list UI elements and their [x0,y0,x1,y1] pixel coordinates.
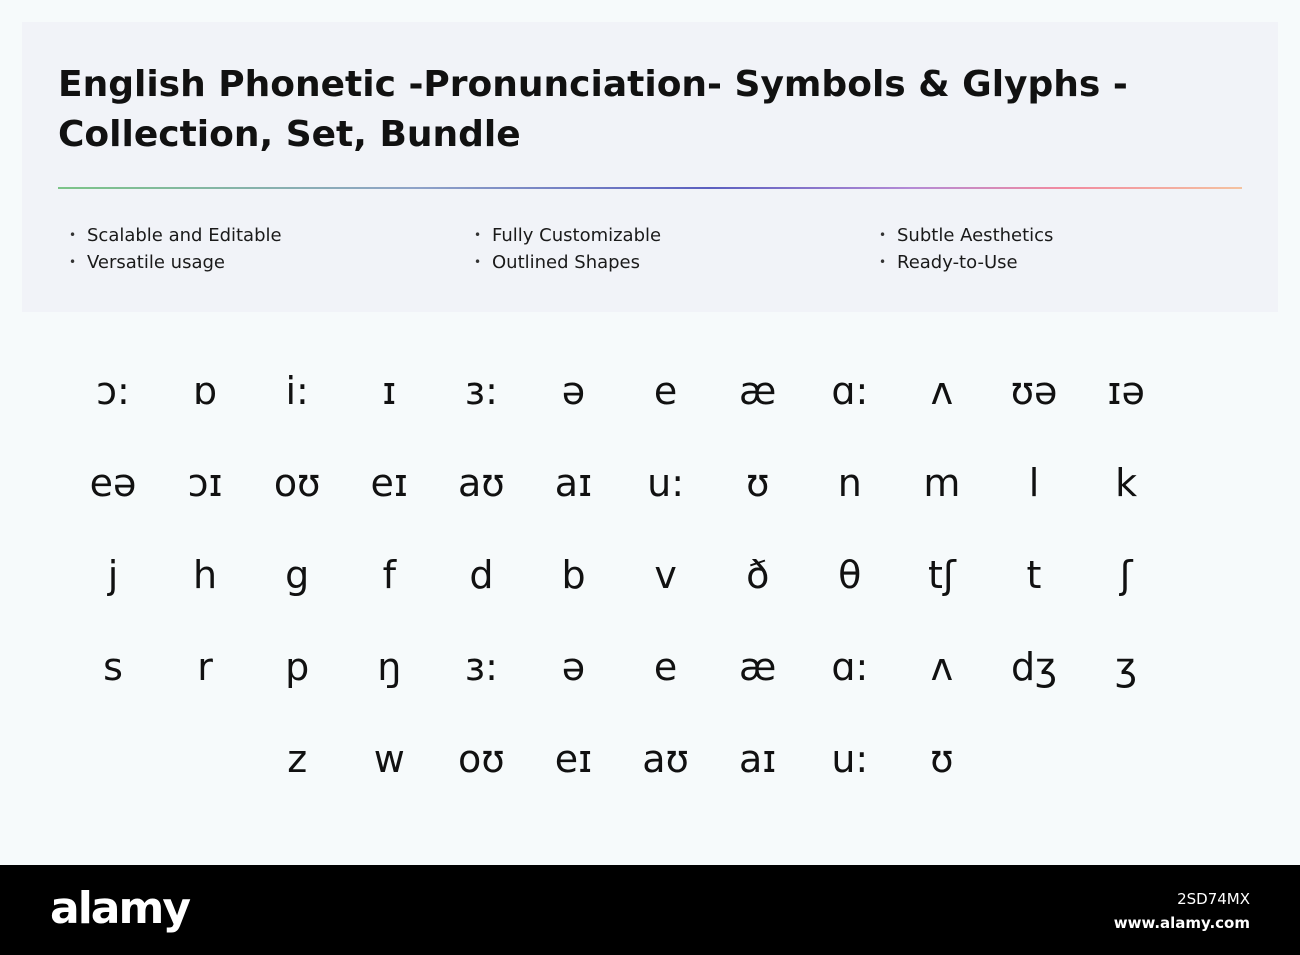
feature-column-2 [471,222,851,276]
phonetic-glyph: s [103,645,123,689]
feature-label: Subtle Aesthetics [897,225,1054,246]
title-line-1: English Phonetic -Pronunciation- Symbols & Glyphs - [58,64,1128,105]
feature-label: Versatile usage [87,252,225,273]
phonetic-glyph: aɪ [554,461,593,505]
phonetic-glyph: f [382,553,396,597]
phonetic-glyph: r [197,645,213,689]
phonetic-glyph: t [1026,553,1042,597]
phonetic-glyph: θ [838,553,862,597]
phonetic-glyph: ɜ: [464,645,498,689]
phonetic-glyph: tʃ [928,553,956,597]
feature-item [471,222,851,249]
phonetic-glyph: oʊ [273,461,321,505]
phonetic-glyph: i: [285,369,309,413]
phonetic-glyph: ʊ [930,737,954,781]
phonetic-glyph: ʌ [930,369,954,413]
page-title [58,60,1218,160]
phonetic-glyph: ʊə [1010,369,1058,413]
phonetic-glyph: b [561,553,586,597]
phonetic-glyph: ɑ: [831,369,869,413]
phonetic-glyph: j [107,553,119,597]
phonetic-glyph: aɪ [738,737,777,781]
bullet-icon: • [474,228,482,242]
feature-item [876,222,1256,249]
phonetic-glyph: ʊ [745,461,770,505]
phonetic-glyph: k [1115,461,1138,505]
phonetic-glyph: ɜ: [464,369,498,413]
gradient-divider [58,187,1242,189]
feature-column-1 [66,222,446,276]
feature-item [66,249,446,276]
feature-item [876,249,1256,276]
phonetic-glyph: e [653,645,678,689]
image-credit [1114,887,1250,935]
phonetic-glyph: aʊ [642,737,689,781]
footer-bar [0,865,1300,955]
phonetic-glyph: ɒ [193,369,218,413]
phonetic-glyph: æ [739,369,777,413]
phonetic-glyph: p [285,645,310,689]
phonetic-glyph: ə [561,645,586,689]
phonetic-glyph: h [193,553,218,597]
phonetic-glyph: ɪ [382,369,397,413]
phonetic-glyph: v [654,553,677,597]
site-url: www.alamy.com [1113,914,1250,932]
title-line-2: Collection, Set, Bundle [58,114,521,155]
phonetic-glyph: dʒ [1010,645,1058,689]
feature-list [66,222,1286,282]
bullet-icon: • [69,228,77,242]
phonetic-glyph: l [1028,461,1040,505]
phonetic-glyph: eə [89,461,137,505]
phonetic-glyph: æ [739,645,777,689]
phonetic-glyph: d [469,553,494,597]
phonetic-glyph: g [285,553,310,597]
phonetic-glyph: m [923,461,961,505]
feature-label: Fully Customizable [492,225,662,246]
feature-label: Ready-to-Use [897,252,1018,273]
bullet-icon: • [879,255,887,269]
phonetic-glyph: ʃ [1119,553,1133,597]
phonetic-glyph: n [837,461,862,505]
phonetic-glyph: ɑ: [831,645,869,689]
header-card [22,22,1278,312]
feature-column-3 [876,222,1256,276]
phonetic-glyph: ŋ [377,645,402,689]
phonetic-glyph: w [373,737,405,781]
image-id: 2SD74MX [1177,890,1250,908]
phonetic-glyph: eɪ [370,461,409,505]
phonetic-glyph: u: [647,461,685,505]
phonetic-glyph: oʊ [458,737,505,781]
phonetic-glyph: ɔ: [96,369,130,413]
bullet-icon: • [879,228,887,242]
phonetic-glyph: ə [561,369,586,413]
phonetic-glyph: ð [746,553,770,597]
phonetic-glyph: z [287,737,308,781]
feature-label: Scalable and Editable [87,225,282,246]
phonetic-glyph: ɔɪ [187,461,223,505]
phonetic-glyph: ʒ [1115,645,1138,689]
phonetic-glyph-grid [0,345,1300,805]
phonetic-glyph: eɪ [554,737,593,781]
phonetic-glyph: u: [831,737,869,781]
bullet-icon: • [474,255,482,269]
feature-item [471,249,851,276]
bullet-icon: • [69,255,77,269]
phonetic-glyph: ɪə [1107,369,1145,413]
phonetic-glyph: aʊ [458,461,505,505]
feature-label: Outlined Shapes [492,252,641,273]
phonetic-glyph: ʌ [930,645,954,689]
feature-item [66,222,446,249]
phonetic-glyph: e [653,369,678,413]
brand-logo: alamy [50,883,189,934]
